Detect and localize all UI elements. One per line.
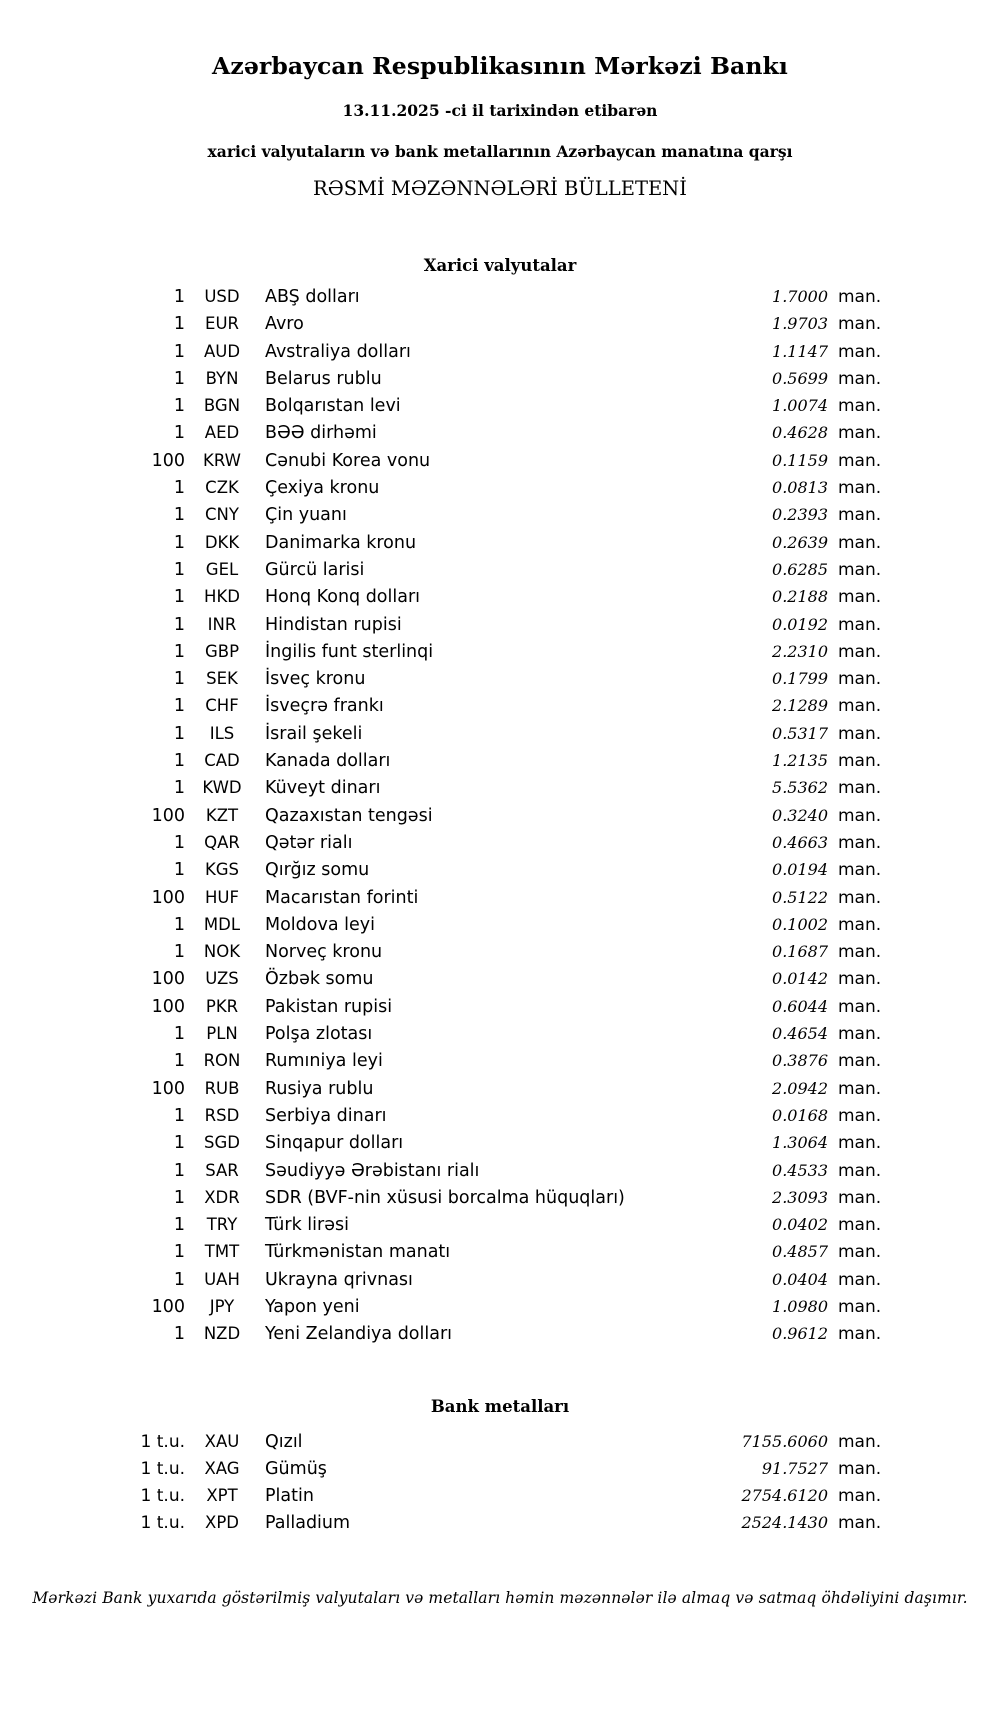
currency-name: Platin (265, 1486, 314, 1507)
currency-code: XAG (204, 1458, 240, 1478)
rate-quantity: 1 (173, 1051, 185, 1072)
bulletin-title: RƏSMİ MƏZƏNNƏLƏRİ BÜLLETENİ (313, 177, 687, 200)
rate-quantity: 1 (173, 778, 185, 799)
table-row (100, 314, 900, 341)
currency-code: KGS (204, 860, 240, 880)
currency-name: Norveç kronu (265, 942, 383, 963)
exchange-rate-value: 0.2639 (772, 532, 828, 552)
currency-code: CHF (205, 696, 239, 716)
table-row (100, 1133, 900, 1160)
exchange-rate-value: 0.4654 (772, 1024, 828, 1044)
effective-date-line: 13.11.2025 -ci il tarixindən etibarən (342, 101, 658, 120)
currency-code: XDR (204, 1187, 240, 1207)
exchange-rate-value: 2.3093 (772, 1187, 828, 1207)
document-header (0, 0, 1000, 200)
currency-unit-label: man. (838, 1160, 882, 1181)
foreign-currency-rates-table (100, 287, 900, 1352)
currency-name: Küveyt dinarı (265, 778, 381, 799)
currency-unit-label: man. (838, 969, 882, 990)
currency-name: Qazaxıstan tengəsi (265, 805, 433, 826)
currency-name: Rusiya rublu (265, 1078, 374, 1099)
table-row (100, 1106, 900, 1133)
currency-unit-label: man. (838, 532, 882, 553)
currency-code: GBP (204, 641, 240, 661)
exchange-rate-value: 5.5362 (772, 778, 828, 798)
currency-code: AUD (203, 341, 241, 361)
table-row (100, 478, 900, 505)
currency-code: CAD (204, 751, 240, 771)
currency-code: BGN (203, 396, 241, 416)
currency-unit-label: man. (838, 614, 882, 635)
rate-quantity: 1 (173, 1324, 185, 1345)
currency-unit-label: man. (838, 1296, 882, 1317)
currency-unit-label: man. (838, 450, 882, 471)
currency-code: SEK (206, 669, 238, 689)
currency-name: Belarus rublu (265, 368, 382, 389)
currency-unit-label: man. (838, 914, 882, 935)
currency-code: ILS (209, 723, 235, 743)
currency-name: Çin yuanı (265, 505, 347, 526)
exchange-rate-value: 0.2188 (772, 587, 828, 607)
currency-code: UZS (205, 969, 239, 989)
currency-code: RUB (204, 1078, 240, 1098)
currency-code: TRY (206, 1215, 238, 1235)
currency-name: Honq Konq dolları (265, 587, 421, 608)
table-row (100, 1188, 900, 1215)
table-row (100, 997, 900, 1024)
rate-quantity: 1 t.u. (140, 1513, 185, 1534)
rate-quantity: 1 (173, 478, 185, 499)
rate-quantity: 100 (151, 1078, 185, 1099)
exchange-rate-value: 0.0194 (772, 860, 828, 880)
currency-unit-label: man. (838, 505, 882, 526)
currency-unit-label: man. (838, 1187, 882, 1208)
rate-quantity: 1 (173, 1024, 185, 1045)
bank-metals-rates-table (100, 1432, 900, 1541)
exchange-rate-value: 2.2310 (772, 641, 828, 661)
currency-name: Qətər rialı (265, 832, 353, 853)
rate-quantity: 1 (173, 505, 185, 526)
table-row (100, 287, 900, 314)
currency-name: Qırğız somu (265, 860, 370, 881)
currency-name: Palladium (265, 1513, 351, 1534)
currency-unit-label: man. (838, 641, 882, 662)
exchange-rate-value: 0.0404 (772, 1269, 828, 1289)
currency-code: EUR (205, 314, 239, 334)
table-row (100, 342, 900, 369)
exchange-rate-value: 0.6044 (772, 996, 828, 1016)
rate-quantity: 1 t.u. (140, 1486, 185, 1507)
currency-code: RSD (204, 1105, 240, 1125)
exchange-rate-value: 7155.6060 (741, 1431, 828, 1451)
currency-name: Cənubi Korea vonu (265, 450, 431, 471)
currency-name: Gümüş (265, 1458, 327, 1479)
currency-code: SGD (204, 1133, 240, 1153)
currency-unit-label: man. (838, 368, 882, 389)
rate-quantity: 1 (173, 1215, 185, 1236)
currency-code: KZT (205, 805, 239, 825)
currency-unit-label: man. (838, 778, 882, 799)
currency-unit-label: man. (838, 1078, 882, 1099)
table-row (100, 888, 900, 915)
rate-quantity: 1 t.u. (140, 1458, 185, 1479)
currency-code: GEL (205, 559, 239, 579)
table-row (100, 369, 900, 396)
currency-name: Polşa zlotası (265, 1024, 373, 1045)
rate-quantity: 1 (173, 751, 185, 772)
subject-line: xarici valyutaların və bank metallarının Azərbaycan manatına qarşı (207, 142, 793, 161)
rate-quantity: 100 (151, 450, 185, 471)
rate-quantity: 1 (173, 832, 185, 853)
table-row (100, 533, 900, 560)
table-row (100, 1459, 900, 1486)
currency-unit-label: man. (838, 1133, 882, 1154)
currency-code: XPT (206, 1486, 238, 1506)
currency-name: Moldova leyi (265, 914, 375, 935)
currency-name: Yapon yeni (265, 1296, 360, 1317)
rate-quantity: 1 (173, 860, 185, 881)
rate-quantity: 1 (173, 396, 185, 417)
table-row (100, 1161, 900, 1188)
currency-unit-label: man. (838, 996, 882, 1017)
rate-quantity: 1 (173, 559, 185, 580)
currency-code: CZK (205, 478, 239, 498)
rate-quantity: 100 (151, 996, 185, 1017)
table-row (100, 724, 900, 751)
currency-name: İngilis funt sterlinqi (265, 641, 434, 662)
currency-code: XAU (204, 1431, 240, 1451)
rate-quantity: 100 (151, 969, 185, 990)
rate-quantity: 1 (173, 587, 185, 608)
currency-unit-label: man. (838, 1324, 882, 1345)
currency-code: USD (204, 287, 240, 306)
currency-code: UAH (204, 1269, 240, 1289)
currency-name: SDR (BVF-nin xüsusi borcalma hüquqları) (265, 1187, 625, 1208)
currency-unit-label: man. (838, 669, 882, 690)
exchange-rate-value: 0.1799 (772, 669, 828, 689)
table-row (100, 1486, 900, 1513)
currency-name: Səudiyyə Ərəbistanı rialı (265, 1160, 480, 1181)
table-row (100, 1079, 900, 1106)
currency-unit-label: man. (838, 1513, 882, 1534)
rate-quantity: 1 (173, 341, 185, 362)
table-row (100, 696, 900, 723)
exchange-rate-value: 2.1289 (772, 696, 828, 716)
exchange-rate-value: 0.3240 (772, 805, 828, 825)
exchange-rate-value: 0.4663 (772, 832, 828, 852)
exchange-rate-value: 0.6285 (772, 559, 828, 579)
currency-name: BƏƏ dirhəmi (265, 423, 377, 444)
currency-code: KRW (203, 450, 241, 470)
table-row (100, 806, 900, 833)
currency-name: Bolqarıstan levi (265, 396, 401, 417)
currency-name: Danimarka kronu (265, 532, 417, 553)
rate-quantity: 1 (173, 696, 185, 717)
exchange-rate-value: 0.4857 (772, 1242, 828, 1262)
rate-quantity: 1 (173, 1105, 185, 1126)
currency-code: NOK (203, 942, 241, 962)
rate-quantity: 1 (173, 1133, 185, 1154)
exchange-rate-value: 0.5317 (772, 723, 828, 743)
table-row (100, 669, 900, 696)
table-row (100, 942, 900, 969)
table-row (100, 423, 900, 450)
currency-unit-label: man. (838, 341, 882, 362)
currency-unit-label: man. (838, 942, 882, 963)
table-row (100, 778, 900, 805)
currency-unit-label: man. (838, 587, 882, 608)
currency-code: NZD (203, 1324, 241, 1344)
rate-quantity: 100 (151, 887, 185, 908)
rate-quantity: 1 (173, 723, 185, 744)
table-row (100, 615, 900, 642)
table-row (100, 1324, 900, 1351)
table-row (100, 1270, 900, 1297)
rate-quantity: 1 (173, 532, 185, 553)
exchange-rate-value: 0.5699 (772, 368, 828, 388)
exchange-rate-value: 0.4628 (772, 423, 828, 443)
currency-code: QAR (204, 832, 240, 852)
exchange-rate-value: 1.0074 (772, 396, 828, 416)
currency-code: HKD (204, 587, 240, 607)
currency-code: CNY (205, 505, 239, 525)
table-row (100, 969, 900, 996)
exchange-rate-value: 0.0192 (772, 614, 828, 634)
currency-unit-label: man. (838, 1242, 882, 1263)
currency-unit-label: man. (838, 1431, 882, 1452)
currency-name: ABŞ dolları (265, 287, 360, 307)
currency-name: Türk lirəsi (265, 1215, 349, 1236)
currency-unit-label: man. (838, 1486, 882, 1507)
rate-quantity: 1 (173, 287, 185, 307)
rate-quantity: 1 (173, 368, 185, 389)
rate-quantity: 100 (151, 1296, 185, 1317)
currency-name: Qızıl (265, 1431, 303, 1452)
rate-quantity: 1 (173, 1269, 185, 1290)
currency-unit-label: man. (838, 696, 882, 717)
currency-name: Serbiya dinarı (265, 1105, 387, 1126)
rate-quantity: 1 t.u. (140, 1431, 185, 1452)
table-row (100, 1297, 900, 1324)
currency-unit-label: man. (838, 423, 882, 444)
currency-unit-label: man. (838, 1024, 882, 1045)
currency-code: DKK (204, 532, 240, 552)
currency-unit-label: man. (838, 1105, 882, 1126)
currency-code: JPY (209, 1296, 235, 1316)
currency-section-title: Xarici valyutalar (423, 256, 577, 275)
currency-unit-label: man. (838, 396, 882, 417)
currency-code: BYN (205, 368, 239, 388)
currency-name: Kanada dolları (265, 751, 391, 772)
table-row (100, 1242, 900, 1269)
currency-name: Özbək somu (265, 969, 374, 990)
currency-name: Rumıniya leyi (265, 1051, 383, 1072)
table-row (100, 751, 900, 778)
exchange-rate-value: 0.0402 (772, 1215, 828, 1235)
rate-quantity: 1 (173, 1187, 185, 1208)
exchange-rate-value: 0.4533 (772, 1160, 828, 1180)
bank-title: Azərbaycan Respublikasının Mərkəzi Bankı (212, 52, 788, 80)
currency-table-body (100, 287, 900, 1352)
currency-name: Gürcü larisi (265, 559, 365, 580)
currency-name: İsveç kronu (265, 669, 366, 690)
currency-unit-label: man. (838, 1269, 882, 1290)
currency-unit-label: man. (838, 832, 882, 853)
exchange-rate-value: 0.0813 (772, 478, 828, 498)
table-row (100, 560, 900, 587)
currency-unit-label: man. (838, 478, 882, 499)
currency-code: RON (203, 1051, 241, 1071)
exchange-rate-value: 0.0142 (772, 969, 828, 989)
exchange-rate-value: 1.0980 (772, 1296, 828, 1316)
table-row (100, 833, 900, 860)
currency-name: Yeni Zelandiya dolları (265, 1324, 453, 1345)
exchange-rate-value: 2754.6120 (741, 1486, 828, 1506)
currency-unit-label: man. (838, 723, 882, 744)
exchange-rate-value: 0.2393 (772, 505, 828, 525)
exchange-rate-value: 0.5122 (772, 887, 828, 907)
currency-unit-label: man. (838, 559, 882, 580)
currency-unit-label: man. (838, 314, 882, 335)
rate-quantity: 1 (173, 423, 185, 444)
rate-quantity: 1 (173, 314, 185, 335)
currency-unit-label: man. (838, 805, 882, 826)
currency-code: PLN (206, 1024, 238, 1044)
currency-name: Sinqapur dolları (265, 1133, 404, 1154)
rate-quantity: 1 (173, 914, 185, 935)
currency-code: PKR (205, 996, 239, 1016)
table-row (100, 396, 900, 423)
currency-code: KWD (202, 778, 242, 798)
table-row (100, 451, 900, 478)
currency-unit-label: man. (838, 1051, 882, 1072)
rate-quantity: 1 (173, 1160, 185, 1181)
currency-code: INR (207, 614, 237, 634)
currency-name: Avstraliya dolları (265, 341, 411, 362)
table-row (100, 1215, 900, 1242)
table-row (100, 1024, 900, 1051)
exchange-rate-value: 0.1687 (772, 942, 828, 962)
rate-quantity: 1 (173, 669, 185, 690)
currency-name: Çexiya kronu (265, 478, 380, 499)
metals-section-title: Bank metalları (430, 1396, 570, 1416)
rate-quantity: 100 (151, 805, 185, 826)
exchange-rate-value: 2.0942 (772, 1078, 828, 1098)
rate-quantity: 1 (173, 942, 185, 963)
exchange-rate-value: 0.1002 (772, 914, 828, 934)
table-row (100, 642, 900, 669)
table-row (100, 587, 900, 614)
rate-quantity: 1 (173, 641, 185, 662)
table-row (100, 505, 900, 532)
rate-quantity: 1 (173, 614, 185, 635)
exchange-rate-value: 0.0168 (772, 1105, 828, 1125)
table-row (100, 915, 900, 942)
currency-code: SAR (205, 1160, 239, 1180)
currency-code: MDL (203, 914, 241, 934)
rate-quantity: 1 (173, 1242, 185, 1263)
currency-name: Türkmənistan manatı (265, 1242, 451, 1263)
currency-name: Macarıstan forinti (265, 887, 419, 908)
currency-code: TMT (204, 1242, 240, 1262)
table-row (100, 1051, 900, 1078)
currency-code: AED (204, 423, 240, 443)
footer-note: Mərkəzi Bank yuxarıda göstərilmiş valyutaları və metalları həmin məzənnələr ilə almaq və satmaq öhdəliyini daşımır. (32, 1588, 968, 1607)
exchange-rate-value: 1.3064 (772, 1133, 828, 1153)
currency-name: Pakistan rupisi (265, 996, 393, 1017)
exchange-rate-value: 0.9612 (772, 1324, 828, 1344)
exchange-rate-value: 1.1147 (772, 341, 828, 361)
currency-name: Hindistan rupisi (265, 614, 402, 635)
exchange-rate-value: 0.3876 (772, 1051, 828, 1071)
exchange-rate-value: 2524.1430 (741, 1513, 828, 1533)
currency-code: XPD (205, 1513, 239, 1533)
currency-name: İsveçrə frankı (265, 696, 384, 717)
table-row (100, 860, 900, 887)
currency-unit-label: man. (838, 1215, 882, 1236)
table-row (100, 1432, 900, 1459)
exchange-rate-value: 1.7000 (772, 287, 828, 306)
exchange-rate-value: 1.2135 (772, 751, 828, 771)
metals-table-body (100, 1432, 900, 1541)
currency-unit-label: man. (838, 887, 882, 908)
currency-name: İsrail şekeli (265, 723, 363, 744)
currency-unit-label: man. (838, 287, 882, 307)
table-row (100, 1513, 900, 1540)
exchange-rate-value: 91.7527 (761, 1458, 828, 1478)
currency-name: Avro (265, 314, 304, 335)
exchange-rate-value: 0.1159 (772, 450, 828, 470)
currency-unit-label: man. (838, 1458, 882, 1479)
currency-name: Ukrayna qrivnası (265, 1269, 413, 1290)
exchange-rate-value: 1.9703 (772, 314, 828, 334)
currency-unit-label: man. (838, 751, 882, 772)
currency-unit-label: man. (838, 860, 882, 881)
currency-code: HUF (205, 887, 239, 907)
